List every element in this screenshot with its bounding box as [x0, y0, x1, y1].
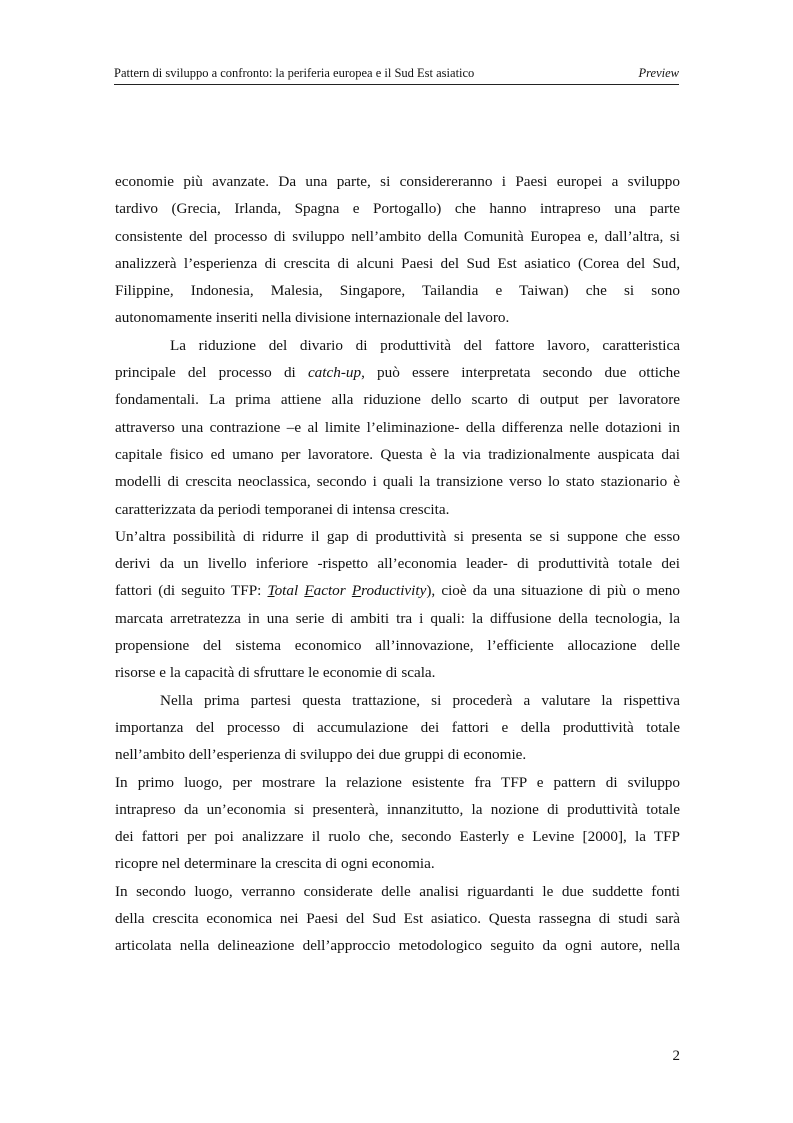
text-segment: In secondo luogo, verranno considerate delle analisi riguardanti le due suddette fonti — [115, 882, 680, 900]
text-segment: Filippine, Indonesia, Malesia, Singapore, Tailandia e Taiwan) che si sono — [115, 282, 680, 300]
text-segment: otal — [274, 582, 305, 600]
text-line — [115, 250, 680, 277]
text-line — [115, 523, 680, 550]
text-segment: ricopre nel determinare la crescita di ogni economia. — [115, 855, 435, 873]
text-line — [115, 741, 680, 768]
body-text — [115, 168, 680, 960]
text-segment: fondamentali. La prima attiene alla riduzione dello scarto di output per lavoratore — [115, 391, 680, 409]
text-segment: , può essere interpretata secondo due ottiche — [361, 364, 680, 382]
text-segment: importanza del processo di accumulazione dei fattori e della produttività totale — [115, 718, 680, 736]
text-line — [115, 168, 680, 195]
text-line — [115, 550, 680, 577]
text-line — [115, 714, 680, 741]
text-line — [115, 468, 680, 495]
text-segment: Nella prima partesi questa trattazione, si procederà a valutare la rispettiva — [160, 691, 680, 709]
text-segment: fattori (di seguito TFP: — [115, 582, 268, 600]
text-segment: della crescita economica nei Paesi del Sud Est asiatico. Questa rassegna di studi sarà — [115, 910, 680, 928]
text-line — [115, 386, 680, 413]
text-segment: consistente del processo di sviluppo nell’ambito della Comunità Europea e, dall’altra, si — [115, 227, 680, 245]
text-segment: ), cioè da una situazione di più o meno — [426, 582, 680, 600]
header-title: Pattern di sviluppo a confronto: la periferia europea e il Sud Est asiatico — [114, 66, 475, 80]
text-line — [115, 659, 680, 686]
text-segment: intrapreso da un’economia si presenterà, innanzitutto, la nozione di produttività totale — [115, 800, 680, 818]
text-segment: analizzerà l’esperienza di crescita di alcuni Paesi del Sud Est asiatico (Corea del Sud, — [115, 254, 680, 272]
text-line — [115, 496, 680, 523]
text-segment: Un’altra possibilità di ridurre il gap di produttività si presenta se si suppone che esso — [115, 527, 680, 545]
text-line — [115, 441, 680, 468]
text-line — [115, 850, 680, 877]
page-number: 2 — [672, 1048, 680, 1064]
text-line — [115, 796, 680, 823]
text-line — [115, 304, 680, 331]
text-line — [115, 195, 680, 222]
text-line — [115, 605, 680, 632]
text-segment: economie più avanzate. Da una parte, si considereranno i Paesi europei a sviluppo — [115, 173, 680, 190]
text-line — [115, 769, 680, 796]
text-segment: dei fattori per poi analizzare il ruolo che, secondo Easterly e Levine [2000], la TFP — [115, 828, 680, 846]
text-segment: principale del processo di — [115, 364, 308, 382]
text-segment: derivi da un livello inferiore -rispetto all’economia leader- di produttività totale dei — [115, 555, 680, 573]
text-line — [115, 823, 680, 850]
text-line — [115, 332, 680, 359]
text-segment: modelli di crescita neoclassica, secondo i quali la transizione verso lo stato stazionario è — [115, 473, 680, 491]
text-segment: articolata nella delineazione dell’approccio metodologico seguito da ogni autore, nella — [115, 937, 680, 955]
text-line — [115, 687, 680, 714]
text-segment: risorse e la capacità di sfruttare le economie di scala. — [115, 664, 436, 682]
text-line — [115, 223, 680, 250]
text-segment: autonomamente inseriti nella divisione internazionale del lavoro. — [115, 309, 510, 327]
text-segment: nell’ambito dell’esperienza di sviluppo dei due gruppi di economie. — [115, 746, 527, 764]
text-segment: catch-up — [307, 364, 362, 382]
text-segment: T — [267, 582, 275, 600]
text-segment: F — [304, 582, 314, 600]
text-segment: P — [351, 582, 362, 600]
text-line — [115, 359, 680, 386]
text-segment: capitale fisico ed umano per lavoratore. Questa è la via tradizionalmente auspicata dai — [115, 445, 680, 463]
header-tag: Preview — [638, 66, 679, 80]
text-segment: tardivo (Grecia, Irlanda, Spagna e Portogallo) che hanno intrapreso una parte — [115, 200, 680, 218]
text-line — [115, 414, 680, 441]
text-line — [115, 905, 680, 932]
running-header — [114, 62, 679, 85]
text-line — [115, 632, 680, 659]
text-segment: propensione del sistema economico all’innovazione, l’efficiente allocazione delle — [115, 637, 680, 655]
text-line — [115, 878, 680, 905]
text-segment: attraverso una contrazione –e al limite l’eliminazione- della differenza nelle dotazioni in — [115, 418, 680, 436]
text-segment: In primo luogo, per mostrare la relazione esistente fra TFP e pattern di sviluppo — [115, 773, 680, 791]
text-segment: actor — [313, 582, 352, 600]
text-segment: La riduzione del divario di produttività del fattore lavoro, caratteristica — [170, 336, 680, 354]
text-segment: caratterizzata da periodi temporanei di intensa crescita. — [115, 500, 450, 518]
text-line — [115, 577, 680, 604]
text-segment: roductivity — [361, 582, 427, 600]
text-line — [115, 932, 680, 959]
text-line — [115, 277, 680, 304]
text-segment: marcata arretratezza in una serie di ambiti tra i quali: la diffusione della tecnologia, la — [115, 609, 680, 627]
